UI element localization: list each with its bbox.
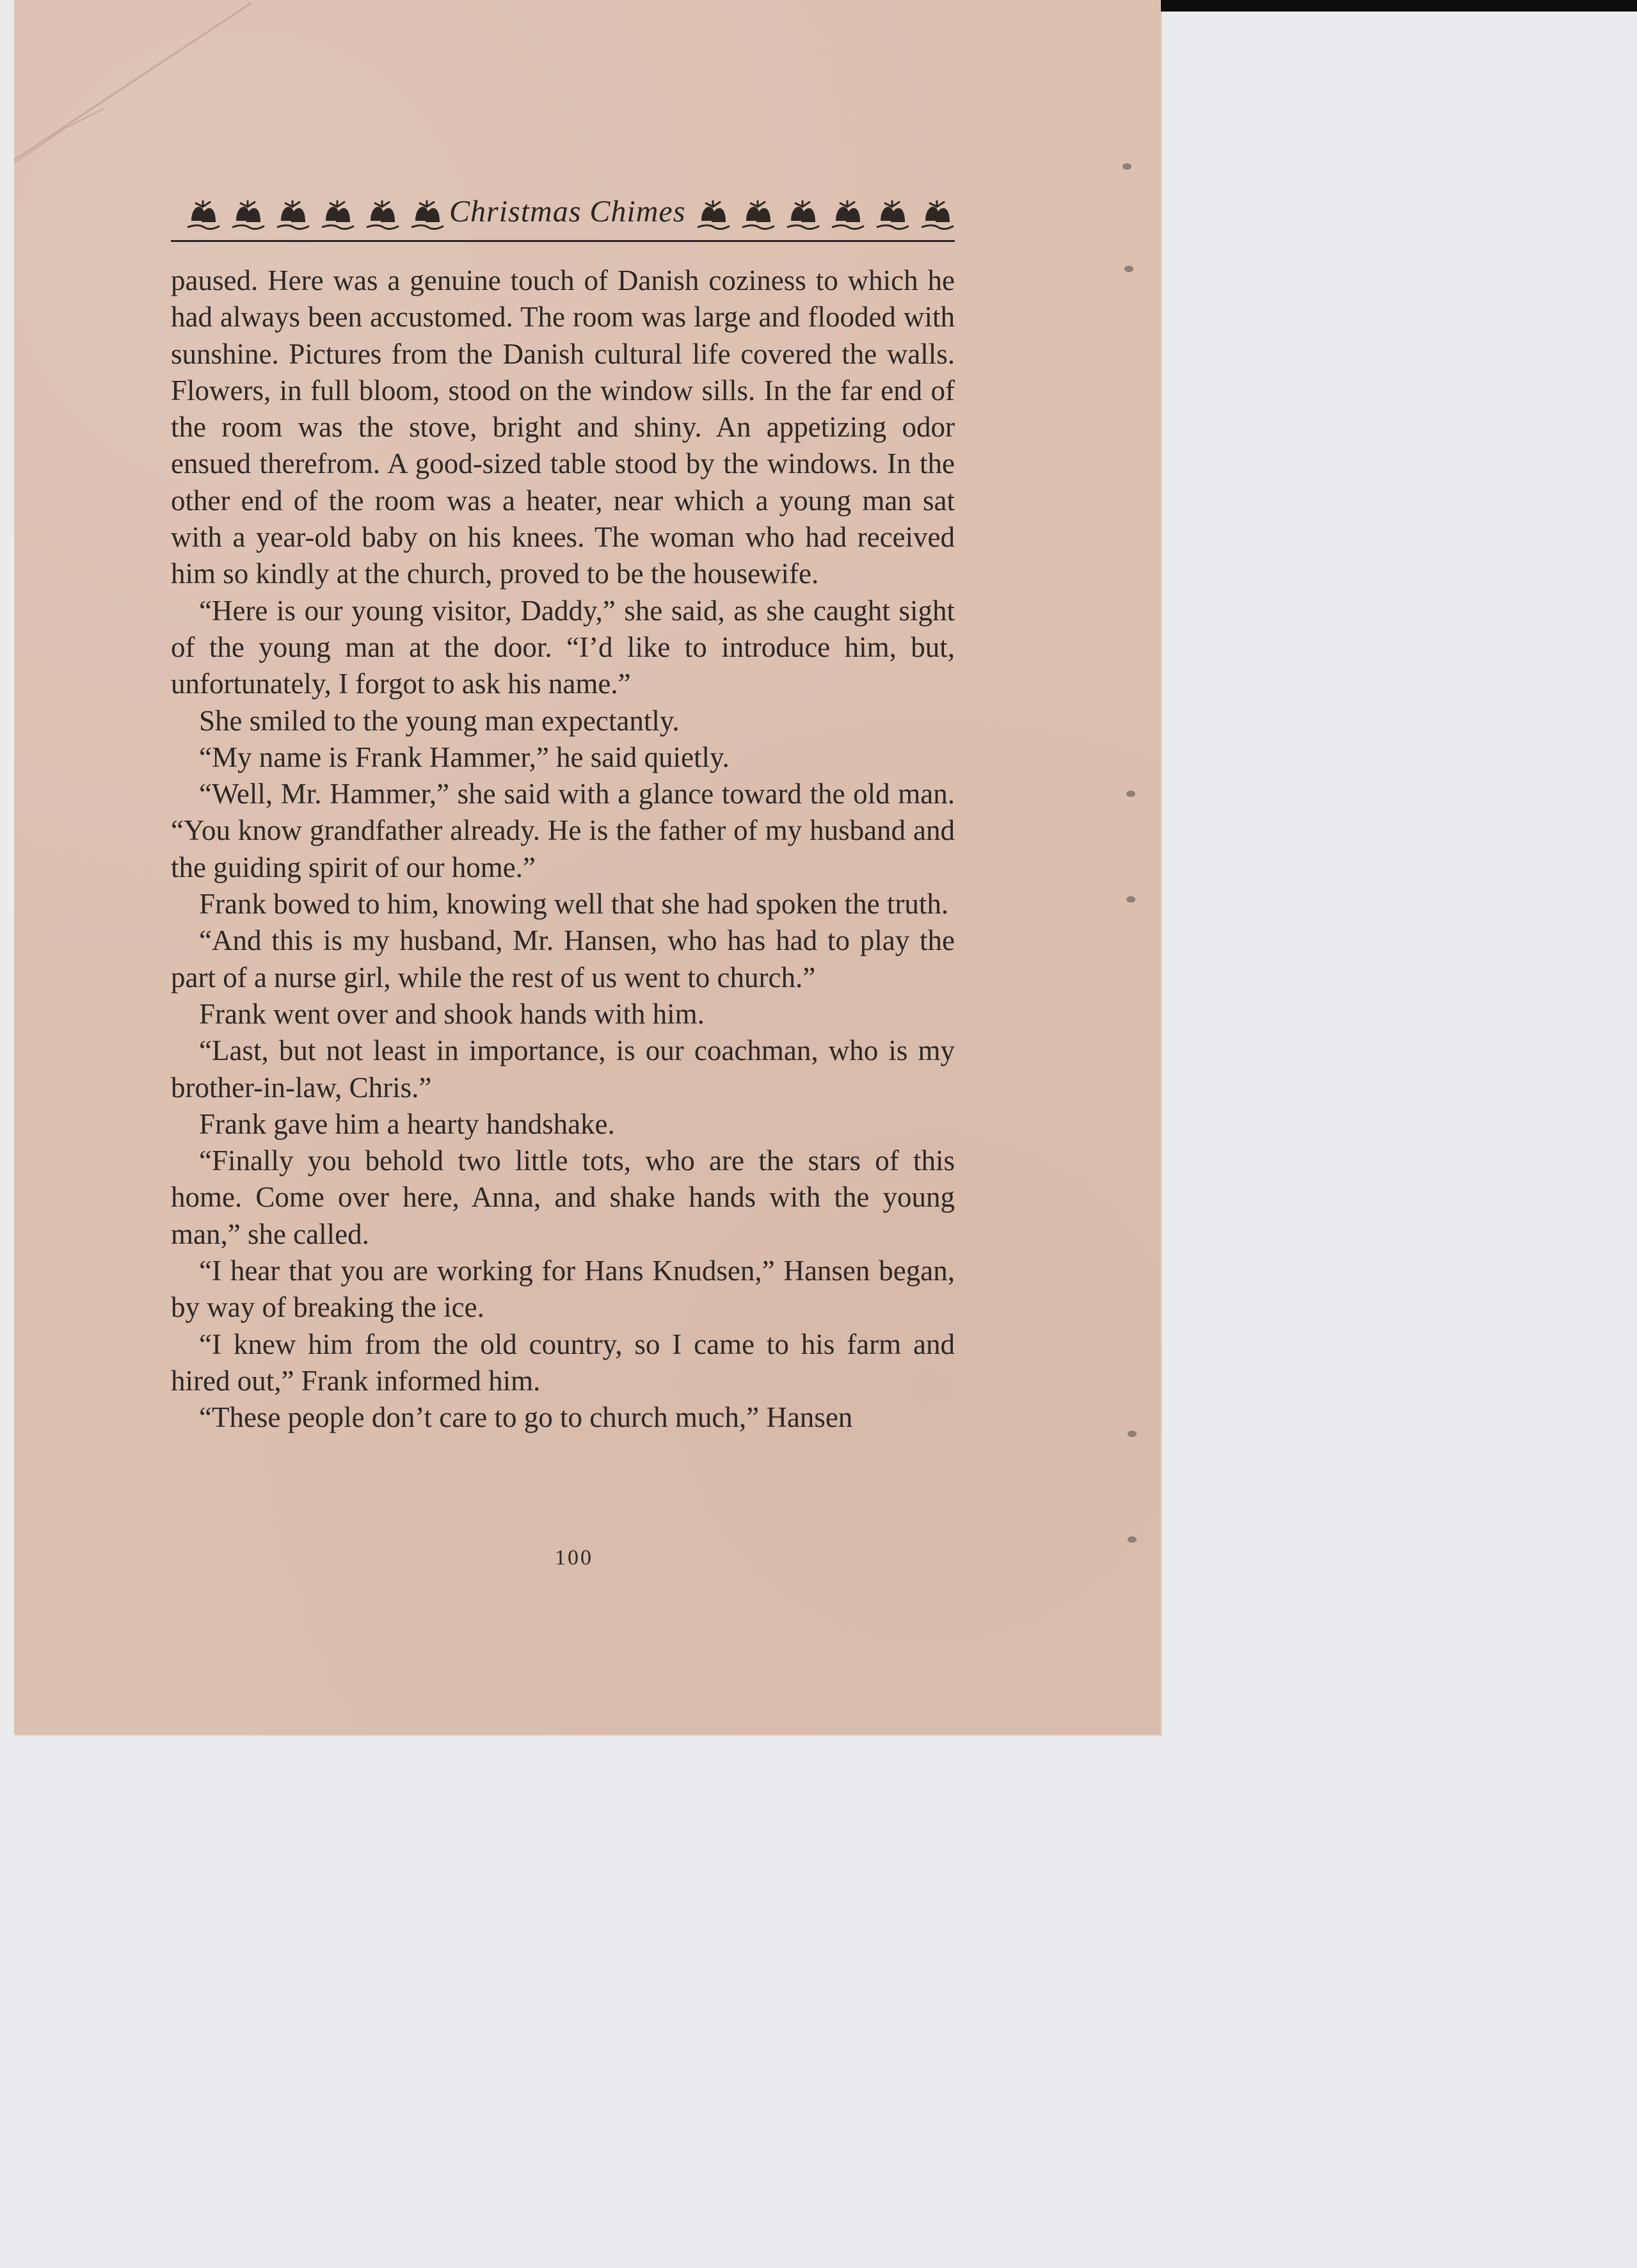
running-header-title: Christmas Chimes xyxy=(449,195,686,229)
bell-ornament-icon xyxy=(230,195,266,231)
paragraph: “I knew him from the old country, so I came to his farm and hired out,” Frank informed him. xyxy=(171,1328,955,1397)
paragraph: paused. Here was a genuine touch of Danish coziness to which he had always been accustomed. The room was large and flooded with sunshine. Pictures from the Danish cultural life covered the walls. Flowers, in full bloom, stood on the window sills. In the far end of the room was the stove, bright and shiny. An appetizing odor ensued therefrom. A good-sized table stood by the windows. In the other end of the room was a heater, near which a young man sat with a year-old baby on his knees. The woman who had received him so kindly at the church, proved to be the housewife. xyxy=(171,264,955,590)
paragraph: “Finally you behold two little tots, who are the stars of this home. Come over here, Anna, and shake hands with the young man,” she called. xyxy=(171,1145,955,1250)
paragraph: Frank went over and shook hands with him. xyxy=(199,997,705,1030)
paragraph: “I hear that you are working for Hans Knudsen,” Hansen began, by way of breaking the ice. xyxy=(171,1255,955,1324)
bell-ornament-icon xyxy=(364,195,400,231)
binding-hole-mark xyxy=(1122,163,1131,170)
body-text xyxy=(171,262,955,1436)
page-number: 100 xyxy=(555,1546,593,1570)
bell-ornament-icon xyxy=(785,195,820,231)
running-header xyxy=(171,189,955,242)
paragraph: “Here is our young visitor, Daddy,” she said, as she caught sight of the young man at the door. “I’d like to introduce him, but, unfortunately, I forgot to ask his name.” xyxy=(171,594,955,700)
bell-ornament-icon xyxy=(319,195,355,231)
binding-hole-mark xyxy=(1128,1536,1137,1543)
paragraph: “And this is my husband, Mr. Hansen, who has had to play the part of a nurse girl, while the rest of us went to church.” xyxy=(171,924,955,993)
paragraph: Frank gave him a hearty handshake. xyxy=(199,1107,615,1140)
binding-hole-mark xyxy=(1128,1431,1137,1437)
bell-ornament-icon xyxy=(919,195,955,231)
ornament-row-left xyxy=(185,195,445,231)
binding-hole-mark xyxy=(1126,791,1135,797)
binding-hole-mark xyxy=(1124,266,1133,272)
scanner-edge-strip xyxy=(1158,0,1637,12)
paragraph: She smiled to the young man expectantly. xyxy=(199,704,680,737)
paragraph: “Well, Mr. Hammer,” she said with a glance toward the old man. “You know grandfather already. He is the father of my husband and the guiding spirit of our home.” xyxy=(171,778,955,883)
bell-ornament-icon xyxy=(740,195,776,231)
paragraph: Frank bowed to him, knowing well that she had spoken the truth. xyxy=(199,888,949,921)
paragraph: “My name is Frank Hammer,” he said quietly. xyxy=(199,741,730,773)
paragraph: “These people don’t care to go to church much,” Hansen xyxy=(199,1401,853,1434)
bell-ornament-icon xyxy=(185,195,221,231)
ornament-row-right xyxy=(695,195,955,231)
book-page xyxy=(14,0,1161,1735)
bell-ornament-icon xyxy=(275,195,310,231)
binding-hole-mark xyxy=(1126,896,1135,903)
paragraph: “Last, but not least in importance, is our coachman, who is my brother-in-law, Chris.” xyxy=(171,1034,955,1104)
corner-fold-mark xyxy=(14,0,257,166)
bell-ornament-icon xyxy=(695,195,731,231)
bell-ornament-icon xyxy=(829,195,865,231)
bell-ornament-icon xyxy=(874,195,910,231)
bell-ornament-icon xyxy=(409,195,445,231)
